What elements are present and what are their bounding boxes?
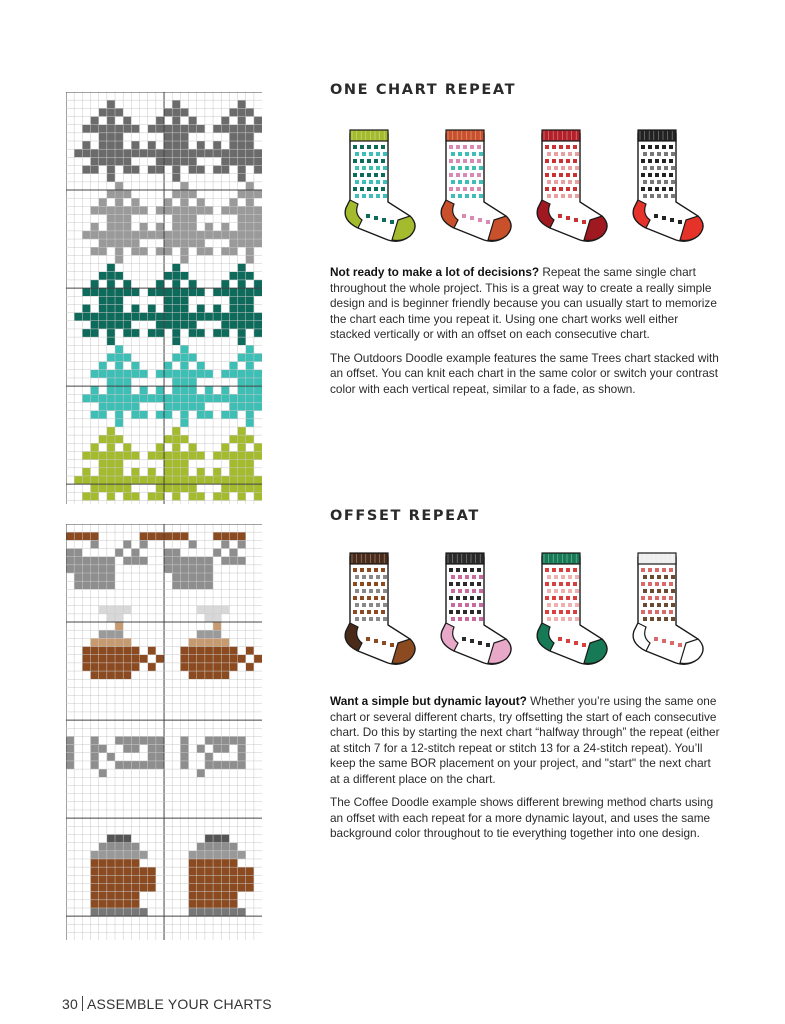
sock-illustration [522,547,612,677]
sock-illustration [426,547,516,677]
red-green-sock [522,547,612,677]
one-chart-repeat-text [330,265,722,405]
sock-illustration [522,124,612,254]
page-footer [62,996,272,1012]
footer-section-title: ASSEMBLE YOUR CHARTS [86,996,272,1012]
sock-illustration [618,124,708,254]
coffee-pot-sock [330,547,420,677]
red-mailbox-sock [522,124,612,254]
footer-divider [82,996,83,1011]
paragraph-3-text: Whether you’re using the same one chart or several different charts, try offsetting the start of each consecutive chart. Do this by starting the next chart “halfway through” the repeat (either at stitch 7 for a 12-stitch repeat or stitch 13 for a 24-stitch repeat). You’ll keep the same BOR placement on your project, and "start" the next chart at a different place on the chart. [330,694,720,786]
pink-paws-sock [426,124,516,254]
lead-question: Not ready to make a lot of decisions? [330,265,540,279]
socks-row-offset [330,547,720,677]
black-stripe-sock [618,124,708,254]
lead-question-2: Want a simple but dynamic layout? [330,694,527,708]
paragraph-1 [330,265,722,343]
black-cat-sock [426,547,516,677]
paragraph-3 [330,694,722,787]
sock-illustration [618,547,708,677]
paragraph-2: The Outdoors Doodle example features the same Trees chart stacked with an offset. You can knit each chart in the same color or switch your contrast color with each vertical repeat, similar to a fade, as shown. [330,350,719,396]
offset-repeat-text [330,694,722,850]
trees-chart [66,92,262,504]
tree-motifs [74,100,262,500]
coffee-chart [66,524,262,940]
sock-illustration [330,124,420,254]
sock-illustration [426,124,516,254]
paragraph-1-text: Repeat the same single chart throughout the whole project. This is a great way to create a really simple design and is beginner friendly because you can usually start to memorize the chart each time you repeat it. Using one chart works well either stacked vertically or with an offset on each consecutive chart. [330,265,717,341]
section-heading-offset-repeat: OFFSET REPEAT [330,508,480,524]
sock-illustration [330,547,420,677]
socks-row-one-chart [330,124,720,254]
ice-cream-sock [618,547,708,677]
green-trees-sock [330,124,420,254]
paragraph-4: The Coffee Doodle example shows different brewing method charts using an offset with each repeat for a more dynamic layout, and uses the same background color throughout to tie everything together into one design. [330,795,714,840]
section-heading-one-chart-repeat: ONE CHART REPEAT [330,82,517,98]
page-number: 30 [62,996,78,1012]
